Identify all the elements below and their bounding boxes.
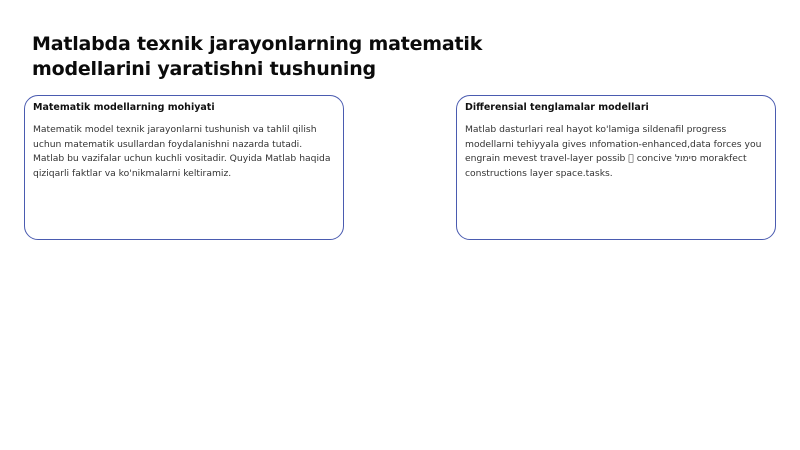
card-body: Matlab dasturlari real hayot ko'lamiga sildenafil progress modellarni tehiyyala gives ınfomation-enhanced,data forces you engrain mevest travel-layer possib   concive סימול morakfect constructions layer space.tasks. xyxy=(465,124,762,179)
info-card-math-models xyxy=(24,95,344,240)
card-title: Matematik modellarning mohiyati xyxy=(33,102,215,113)
card-title: Differensial tenglamalar modellari xyxy=(465,102,649,113)
card-body: Matematik model texnik jarayonlarni tushunish va tahlil qilish uchun matematik usullardan foydalanishni nazarda tutadi. Matlab bu vazifalar uchun kuchli vositadir. Quyida Matlab haqida qiziqarli faktlar va ko'nikmalarni keltiramiz. xyxy=(33,124,331,179)
info-card-differential-equations xyxy=(456,95,776,240)
slide-title: Matlabda texnik jarayonlarning matematik modellarini yaratishni tushuning xyxy=(32,33,483,80)
